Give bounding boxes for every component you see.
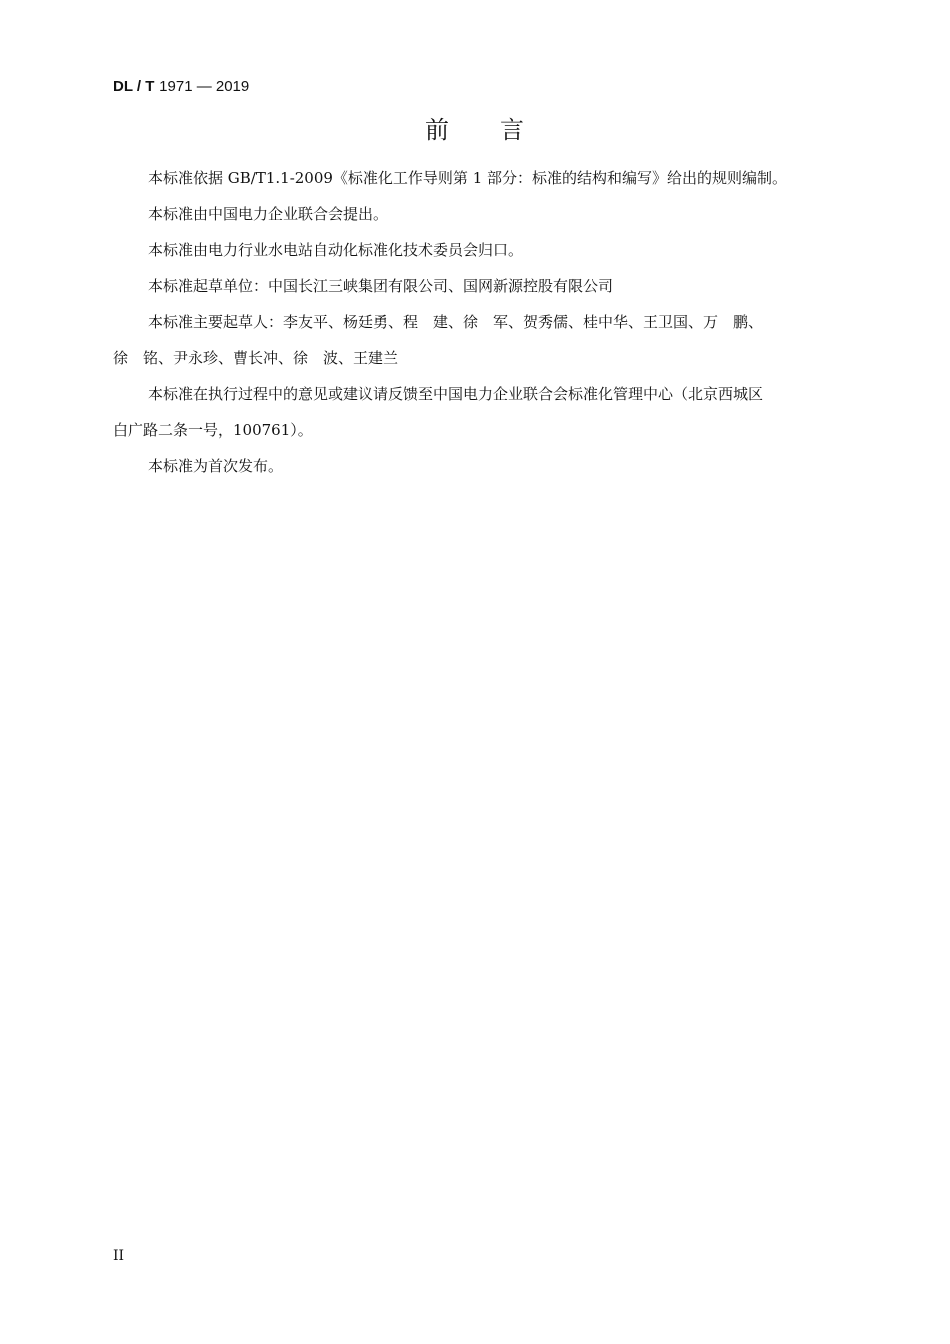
document-code: [113, 76, 249, 97]
paragraph-basis-text: 本标准依据 GB/T1.1-2009《标准化工作导则第 1 部分：标准的结构和编写》给出的规则编制。: [148, 169, 788, 187]
paragraph-first-release-text: 本标准为首次发布。: [148, 457, 284, 475]
paragraph-proposer-text: 本标准由中国电力企业联合会提出。: [148, 205, 389, 223]
paragraph-feedback-line-2: 白广路二条一号，100761）。: [113, 421, 313, 439]
paragraph-drafting-units-text: 本标准起草单位：中国长江三峡集团有限公司、国网新源控股有限公司: [148, 277, 614, 295]
paragraph-drafters: [113, 304, 840, 376]
paragraph-feedback-line-1: 本标准在执行过程中的意见或建议请反馈至中国电力企业联合会标准化管理中心（北京西城区: [148, 385, 764, 403]
paragraph-first-release: [113, 448, 840, 484]
paragraph-administrator: [113, 232, 840, 268]
paragraph-drafters-line-2: 徐 铭、尹永珍、曹长冲、徐 波、王建兰: [113, 349, 399, 367]
document-code-number: 1971 — 2019: [159, 78, 250, 95]
paragraph-basis: [113, 160, 840, 196]
document-code-prefix: DL / T: [113, 78, 155, 95]
page-title: 前 言: [425, 116, 525, 144]
paragraph-proposer: [113, 196, 840, 232]
paragraph-administrator-text: 本标准由电力行业水电站自动化标准化技术委员会归口。: [148, 241, 524, 259]
paragraph-drafters-line-1: 本标准主要起草人：李友平、杨廷勇、程 建、徐 军、贺秀儒、桂中华、王卫国、万 鹏、: [148, 313, 764, 331]
paragraph-drafting-units: [113, 268, 840, 304]
paragraph-feedback: [113, 376, 840, 448]
page-number: II: [113, 1248, 125, 1264]
